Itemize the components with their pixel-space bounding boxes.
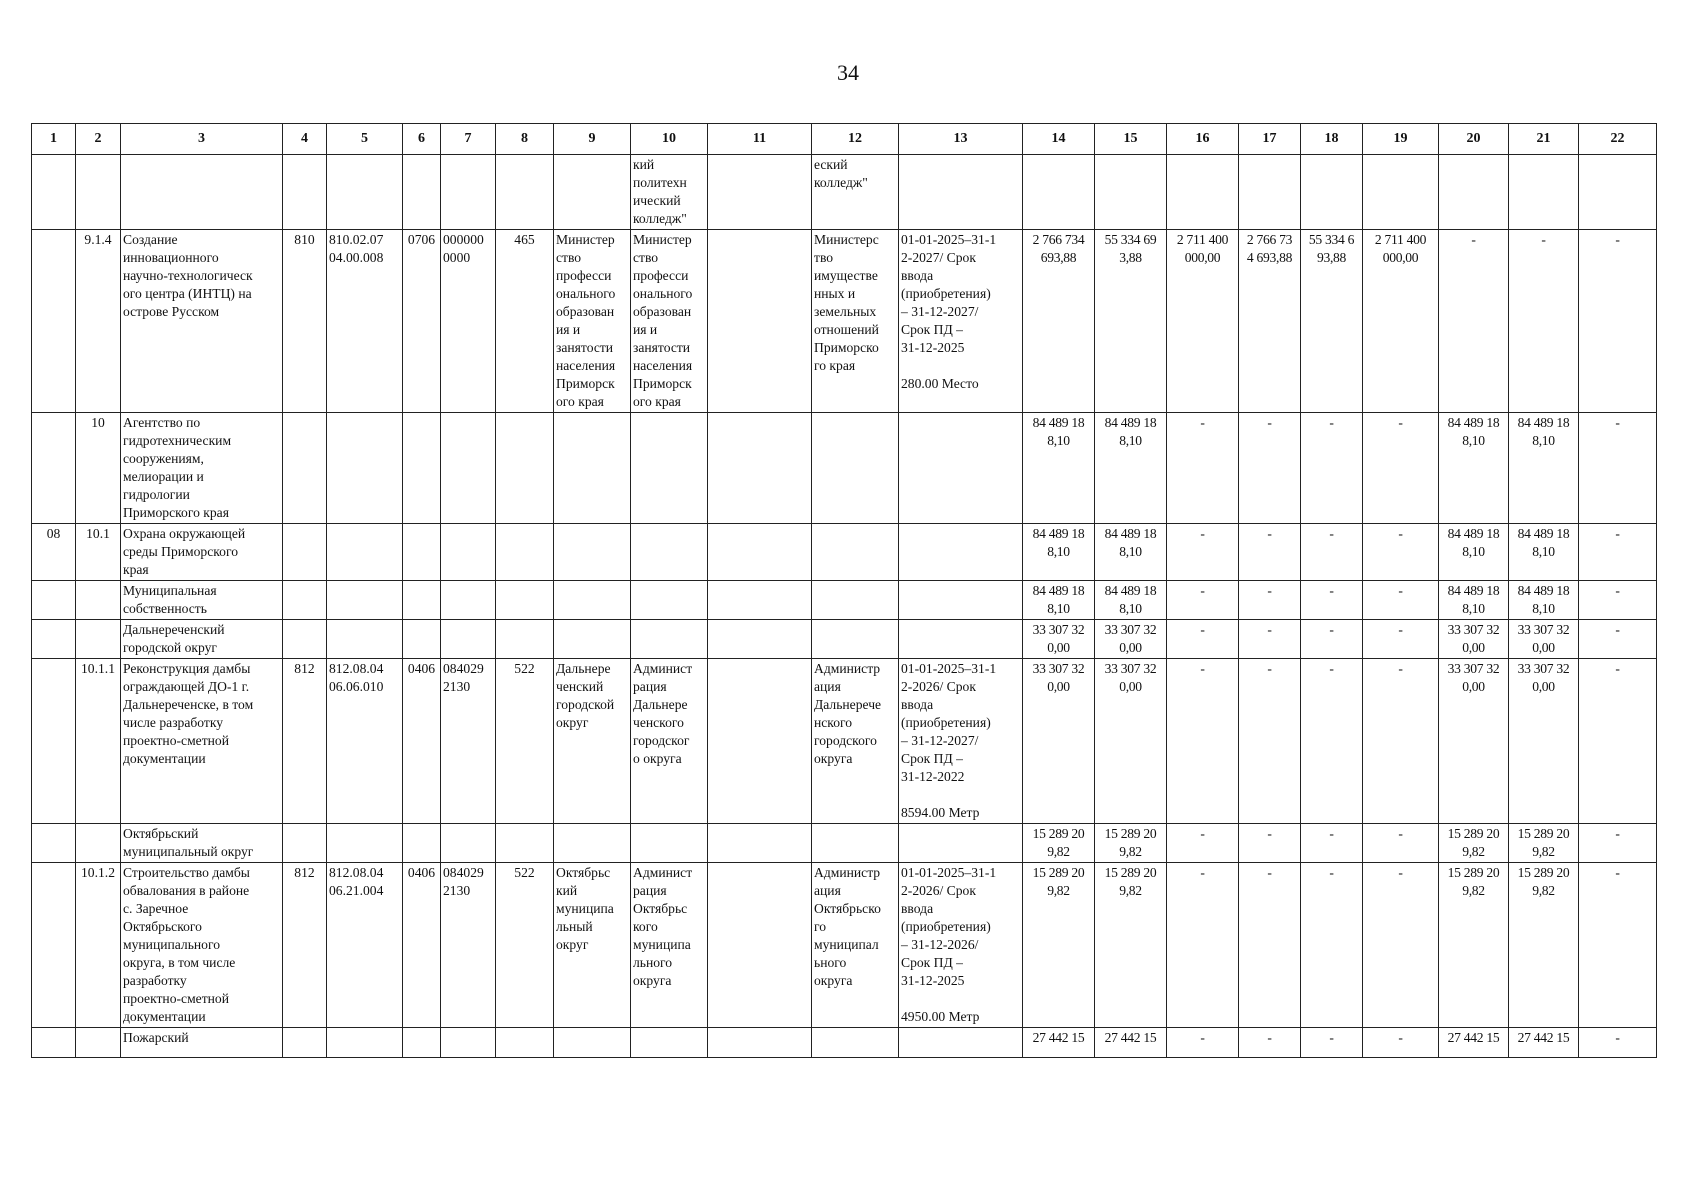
table-cell: -	[1301, 659, 1363, 824]
table-cell	[899, 1028, 1023, 1058]
table-cell: 84 489 18 8,10	[1439, 524, 1509, 581]
table-cell: 810.02.07 04.00.008	[327, 230, 403, 413]
table-cell	[899, 155, 1023, 230]
table-cell: -	[1167, 863, 1239, 1028]
table-cell: -	[1239, 581, 1301, 620]
table-cell: 33 307 32 0,00	[1095, 659, 1167, 824]
table-cell: -	[1579, 230, 1657, 413]
table-cell	[32, 413, 76, 524]
header-row	[32, 124, 1657, 155]
table-cell: 2 711 400 000,00	[1167, 230, 1239, 413]
table-cell	[76, 581, 121, 620]
table-cell	[1363, 155, 1439, 230]
table-cell: -	[1363, 824, 1439, 863]
table-cell	[631, 620, 708, 659]
table-cell: -	[1167, 824, 1239, 863]
column-header-1: 1	[32, 124, 76, 155]
table-cell	[812, 413, 899, 524]
table-cell	[327, 581, 403, 620]
table-cell: 10.1.2	[76, 863, 121, 1028]
column-header-22: 22	[1579, 124, 1657, 155]
table-cell: -	[1579, 659, 1657, 824]
table-cell: 84 489 18 8,10	[1509, 524, 1579, 581]
table-cell: 84 489 18 8,10	[1023, 581, 1095, 620]
table-cell	[496, 824, 554, 863]
table-cell: 84 489 18 8,10	[1023, 413, 1095, 524]
table-cell	[554, 524, 631, 581]
table-cell: 27 442 15	[1095, 1028, 1167, 1058]
table-cell: -	[1301, 824, 1363, 863]
table-cell: 84 489 18 8,10	[1023, 524, 1095, 581]
table-row	[32, 824, 1657, 863]
table-cell	[554, 413, 631, 524]
table-cell: 15 289 20 9,82	[1095, 824, 1167, 863]
table-cell: 812.08.04 06.21.004	[327, 863, 403, 1028]
table-cell: 01-01-2025–31-1 2-2026/ Срок ввода (приобретения) – 31-12-2026/ Срок ПД – 31-12-2025 4950.00 Метр	[899, 863, 1023, 1028]
table-cell	[32, 659, 76, 824]
table-cell: 9.1.4	[76, 230, 121, 413]
table-cell: 33 307 32 0,00	[1023, 659, 1095, 824]
table-cell	[1509, 155, 1579, 230]
table-cell	[708, 863, 812, 1028]
table-cell	[1239, 155, 1301, 230]
table-cell: 33 307 32 0,00	[1439, 659, 1509, 824]
table-cell: -	[1239, 524, 1301, 581]
table-row	[32, 620, 1657, 659]
table-cell: Создание инновационного научно-технологическ ого центра (ИНТЦ) на острове Русском	[121, 230, 283, 413]
table-cell: 15 289 20 9,82	[1509, 824, 1579, 863]
table-cell	[631, 824, 708, 863]
table-cell: 84 489 18 8,10	[1509, 413, 1579, 524]
table-cell: -	[1301, 620, 1363, 659]
table-row	[32, 863, 1657, 1028]
table-cell: Октябрьский муниципальный округ	[121, 824, 283, 863]
table-cell: -	[1239, 413, 1301, 524]
table-cell	[283, 620, 327, 659]
table-cell	[496, 620, 554, 659]
table-cell	[403, 824, 441, 863]
table-cell	[631, 581, 708, 620]
table-cell: 15 289 20 9,82	[1509, 863, 1579, 1028]
table-cell	[708, 581, 812, 620]
table-cell: -	[1167, 413, 1239, 524]
table-cell	[121, 155, 283, 230]
table-cell: -	[1363, 1028, 1439, 1058]
table-cell	[327, 524, 403, 581]
table-cell: 465	[496, 230, 554, 413]
table-cell	[631, 1028, 708, 1058]
table-cell	[441, 620, 496, 659]
table-cell: еский колледж"	[812, 155, 899, 230]
column-header-6: 6	[403, 124, 441, 155]
table-cell: -	[1509, 230, 1579, 413]
table-cell	[76, 155, 121, 230]
table-cell	[708, 659, 812, 824]
table-cell	[403, 524, 441, 581]
table-cell	[32, 581, 76, 620]
table-cell: 0406	[403, 659, 441, 824]
table-cell	[76, 620, 121, 659]
budget-table	[31, 123, 1657, 1058]
table-cell: -	[1239, 863, 1301, 1028]
table-cell: -	[1579, 1028, 1657, 1058]
column-header-14: 14	[1023, 124, 1095, 155]
table-cell	[327, 1028, 403, 1058]
table-cell	[403, 581, 441, 620]
table-cell	[283, 824, 327, 863]
table-cell: Агентство по гидротехническим сооружениям, мелиорации и гидрологии Приморского края	[121, 413, 283, 524]
table-cell	[327, 155, 403, 230]
table-cell	[283, 524, 327, 581]
table-cell: 10	[76, 413, 121, 524]
table-cell: -	[1167, 581, 1239, 620]
table-cell	[441, 413, 496, 524]
table-cell: 000000 0000	[441, 230, 496, 413]
table-row	[32, 1028, 1657, 1058]
table-cell: Охрана окружающей среды Приморского края	[121, 524, 283, 581]
table-cell: 522	[496, 659, 554, 824]
table-cell	[441, 1028, 496, 1058]
table-cell	[403, 413, 441, 524]
table-cell: -	[1439, 230, 1509, 413]
column-header-10: 10	[631, 124, 708, 155]
table-cell	[1439, 155, 1509, 230]
table-cell: -	[1363, 620, 1439, 659]
table-cell: 33 307 32 0,00	[1439, 620, 1509, 659]
column-header-9: 9	[554, 124, 631, 155]
table-cell	[32, 230, 76, 413]
table-cell	[441, 155, 496, 230]
table-cell: 0406	[403, 863, 441, 1028]
column-header-17: 17	[1239, 124, 1301, 155]
table-cell	[76, 824, 121, 863]
column-header-18: 18	[1301, 124, 1363, 155]
table-cell	[441, 824, 496, 863]
table-cell: 2 766 73 4 693,88	[1239, 230, 1301, 413]
table-cell	[708, 524, 812, 581]
column-header-13: 13	[899, 124, 1023, 155]
table-cell	[403, 155, 441, 230]
table-cell: 15 289 20 9,82	[1095, 863, 1167, 1028]
column-header-3: 3	[121, 124, 283, 155]
table-cell: -	[1167, 524, 1239, 581]
table-cell: 84 489 18 8,10	[1095, 413, 1167, 524]
table-cell	[708, 155, 812, 230]
table-cell: 55 334 69 3,88	[1095, 230, 1167, 413]
table-cell	[32, 863, 76, 1028]
table-cell: Министер ство професси онального образован ия и занятости населения Приморск ого края	[631, 230, 708, 413]
table-cell: 55 334 6 93,88	[1301, 230, 1363, 413]
page-number: 34	[837, 60, 859, 85]
column-header-21: 21	[1509, 124, 1579, 155]
table-cell: -	[1579, 824, 1657, 863]
table-cell: 84 489 18 8,10	[1509, 581, 1579, 620]
column-header-20: 20	[1439, 124, 1509, 155]
table-body	[32, 124, 1657, 1058]
table-cell: Октябрьс кий муниципа льный округ	[554, 863, 631, 1028]
table-cell: -	[1239, 659, 1301, 824]
table-cell: Администр ация Дальнерече нского городского округа	[812, 659, 899, 824]
table-cell: -	[1239, 824, 1301, 863]
column-header-12: 12	[812, 124, 899, 155]
table-cell	[1095, 155, 1167, 230]
table-cell: -	[1239, 620, 1301, 659]
table-cell: 15 289 20 9,82	[1023, 824, 1095, 863]
table-cell: 15 289 20 9,82	[1439, 863, 1509, 1028]
table-cell	[708, 1028, 812, 1058]
table-cell	[708, 230, 812, 413]
table-cell	[812, 581, 899, 620]
table-cell: 15 289 20 9,82	[1439, 824, 1509, 863]
table-cell	[496, 581, 554, 620]
table-cell: 812.08.04 06.06.010	[327, 659, 403, 824]
table-cell: -	[1301, 863, 1363, 1028]
table-cell	[708, 620, 812, 659]
table-cell: Дальнере ченский городской округ	[554, 659, 631, 824]
table-cell	[283, 413, 327, 524]
table-cell	[554, 824, 631, 863]
table-cell	[283, 1028, 327, 1058]
table-cell: 15 289 20 9,82	[1023, 863, 1095, 1028]
table-cell	[812, 824, 899, 863]
table-cell: 27 442 15	[1023, 1028, 1095, 1058]
column-header-7: 7	[441, 124, 496, 155]
table-cell	[283, 581, 327, 620]
table-cell	[32, 155, 76, 230]
table-cell	[812, 524, 899, 581]
table-cell: 2 766 734 693,88	[1023, 230, 1095, 413]
table-cell: -	[1363, 581, 1439, 620]
table-cell: Дальнереченский городской округ	[121, 620, 283, 659]
table-cell: 27 442 15	[1509, 1028, 1579, 1058]
table-cell	[812, 1028, 899, 1058]
table-cell	[496, 413, 554, 524]
table-cell: 084029 2130	[441, 659, 496, 824]
table-cell: 522	[496, 863, 554, 1028]
table-cell: -	[1363, 863, 1439, 1028]
table-cell: 084029 2130	[441, 863, 496, 1028]
table-cell: 2 711 400 000,00	[1363, 230, 1439, 413]
table-cell: -	[1239, 1028, 1301, 1058]
table-cell: 27 442 15	[1439, 1028, 1509, 1058]
table-cell	[496, 155, 554, 230]
table-cell	[32, 1028, 76, 1058]
table-cell	[631, 413, 708, 524]
table-cell: -	[1167, 659, 1239, 824]
table-cell: 812	[283, 863, 327, 1028]
table-row	[32, 659, 1657, 824]
table-cell: Министерс тво имуществе нных и земельных отношений Приморско го края	[812, 230, 899, 413]
table-cell	[1023, 155, 1095, 230]
table-cell	[554, 155, 631, 230]
table-cell: 33 307 32 0,00	[1095, 620, 1167, 659]
table-cell: 10.1	[76, 524, 121, 581]
table-cell	[403, 1028, 441, 1058]
table-cell	[708, 413, 812, 524]
table-cell	[327, 824, 403, 863]
table-cell: 33 307 32 0,00	[1023, 620, 1095, 659]
table-cell	[899, 620, 1023, 659]
table-cell	[283, 155, 327, 230]
table-cell: 01-01-2025–31-1 2-2026/ Срок ввода (приобретения) – 31-12-2027/ Срок ПД – 31-12-2022 8594.00 Метр	[899, 659, 1023, 824]
table-cell: Пожарский	[121, 1028, 283, 1058]
table-cell: 812	[283, 659, 327, 824]
table-cell	[1301, 155, 1363, 230]
table-cell: -	[1579, 863, 1657, 1028]
table-cell: -	[1579, 620, 1657, 659]
table-cell: -	[1363, 524, 1439, 581]
table-row	[32, 155, 1657, 230]
table-cell: 0706	[403, 230, 441, 413]
table-cell	[1167, 155, 1239, 230]
table-cell	[441, 581, 496, 620]
table-cell	[554, 620, 631, 659]
table-cell: кий политехн ический колледж"	[631, 155, 708, 230]
column-header-16: 16	[1167, 124, 1239, 155]
table-cell: -	[1579, 413, 1657, 524]
column-header-4: 4	[283, 124, 327, 155]
table-cell	[496, 1028, 554, 1058]
table-cell: Строительство дамбы обвалования в районе с. Заречное Октябрьского муниципального округа, в том числе разработку проектно-сметной документации	[121, 863, 283, 1028]
table-cell	[812, 620, 899, 659]
table-cell: -	[1167, 1028, 1239, 1058]
table-cell	[441, 524, 496, 581]
table-row	[32, 524, 1657, 581]
table-cell: Администр ация Октябрьско го муниципал ьного округа	[812, 863, 899, 1028]
table-cell: Реконструкция дамбы ограждающей ДО-1 г. Дальнереченске, в том числе разработку проектно-сметной документации	[121, 659, 283, 824]
table-cell: 84 489 18 8,10	[1439, 581, 1509, 620]
table-cell	[899, 413, 1023, 524]
table-cell: Министер ство професси онального образован ия и занятости населения Приморск ого края	[554, 230, 631, 413]
column-header-11: 11	[708, 124, 812, 155]
table-cell	[327, 413, 403, 524]
table-cell	[76, 1028, 121, 1058]
table-cell	[403, 620, 441, 659]
table-cell	[327, 620, 403, 659]
table-cell: -	[1579, 581, 1657, 620]
table-row	[32, 413, 1657, 524]
table-cell: -	[1579, 524, 1657, 581]
table-cell: -	[1363, 413, 1439, 524]
table-cell: -	[1301, 413, 1363, 524]
table-row	[32, 230, 1657, 413]
table-cell	[708, 824, 812, 863]
table-cell	[32, 620, 76, 659]
column-header-8: 8	[496, 124, 554, 155]
column-header-5: 5	[327, 124, 403, 155]
table-cell: 10.1.1	[76, 659, 121, 824]
table-cell	[899, 824, 1023, 863]
table-cell	[631, 524, 708, 581]
table-cell	[899, 581, 1023, 620]
table-cell: Муниципальная собственность	[121, 581, 283, 620]
column-header-2: 2	[76, 124, 121, 155]
table-cell: 84 489 18 8,10	[1095, 581, 1167, 620]
table-cell: -	[1301, 524, 1363, 581]
table-cell: 08	[32, 524, 76, 581]
column-header-19: 19	[1363, 124, 1439, 155]
table-cell: Админист рация Дальнере ченского городског о округа	[631, 659, 708, 824]
table-cell	[554, 1028, 631, 1058]
table-cell: 33 307 32 0,00	[1509, 620, 1579, 659]
table-cell: 33 307 32 0,00	[1509, 659, 1579, 824]
table-cell: -	[1363, 659, 1439, 824]
table-cell: -	[1301, 1028, 1363, 1058]
column-header-15: 15	[1095, 124, 1167, 155]
table-cell: -	[1301, 581, 1363, 620]
table-cell: 84 489 18 8,10	[1095, 524, 1167, 581]
table-cell: -	[1167, 620, 1239, 659]
table-cell	[32, 824, 76, 863]
table-cell	[899, 524, 1023, 581]
table-cell	[496, 524, 554, 581]
table-row	[32, 581, 1657, 620]
table-cell	[1579, 155, 1657, 230]
table-cell: 84 489 18 8,10	[1439, 413, 1509, 524]
table-cell: Админист рация Октябрьс кого муниципа льного округа	[631, 863, 708, 1028]
table-cell	[554, 581, 631, 620]
table-cell: 01-01-2025–31-1 2-2027/ Срок ввода (приобретения) – 31-12-2027/ Срок ПД – 31-12-2025 280.00 Место	[899, 230, 1023, 413]
table-cell: 810	[283, 230, 327, 413]
